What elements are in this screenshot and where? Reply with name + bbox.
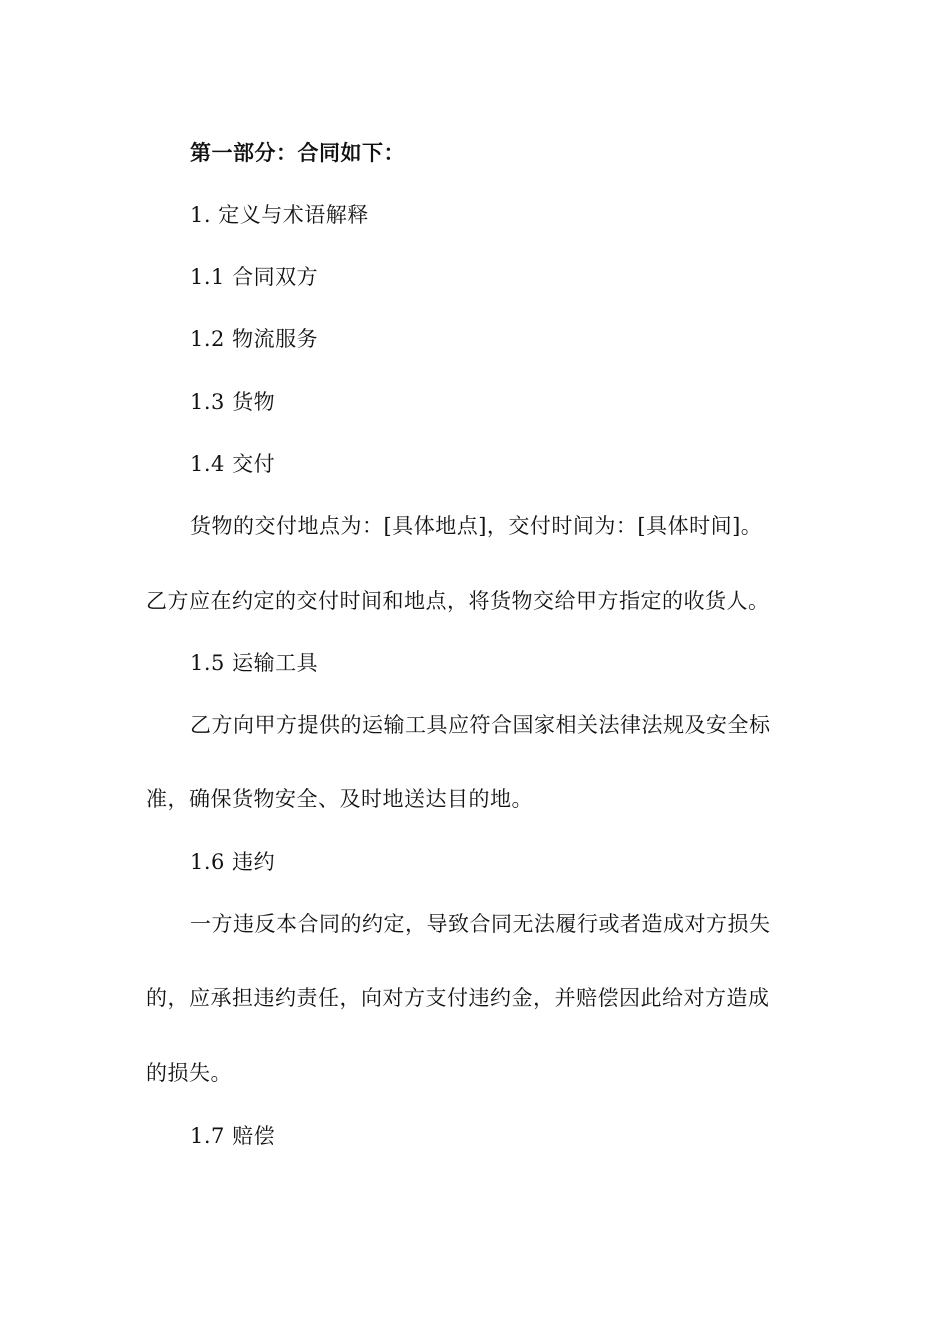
clause-1-5: 1.5 运输工具 [190,651,319,675]
section-title-definitions: 1. 定义与术语解释 [190,203,369,227]
clause-1-4-text-line-1: 货物的交付地点为：[具体地点]，交付时间为：[具体时间]。 [190,514,763,538]
clause-1-1: 1.1 合同双方 [190,265,319,289]
clause-1-6-text-line-1: 一方违反本合同的约定，导致合同无法履行或者造成对方损失 [190,912,771,936]
clause-1-6-text-line-3: 的损失。 [146,1061,232,1085]
clause-1-5-text-line-1: 乙方向甲方提供的运输工具应符合国家相关法律法规及安全标 [190,713,771,737]
clause-1-2: 1.2 物流服务 [190,327,319,351]
clause-1-4: 1.4 交付 [190,452,276,476]
clause-1-7: 1.7 赔偿 [190,1124,276,1148]
clause-1-6-text-line-2: 的，应承担违约责任，向对方支付违约金，并赔偿因此给对方造成 [146,986,770,1010]
clause-1-5-text-line-2: 准，确保货物安全、及时地送达目的地。 [146,787,533,811]
clause-1-3: 1.3 货物 [190,390,276,414]
section-heading: 第一部分：合同如下： [190,140,405,165]
clause-1-4-text-line-2: 乙方应在约定的交付时间和地点，将货物交给甲方指定的收货人。 [146,589,770,613]
clause-1-6: 1.6 违约 [190,850,276,874]
